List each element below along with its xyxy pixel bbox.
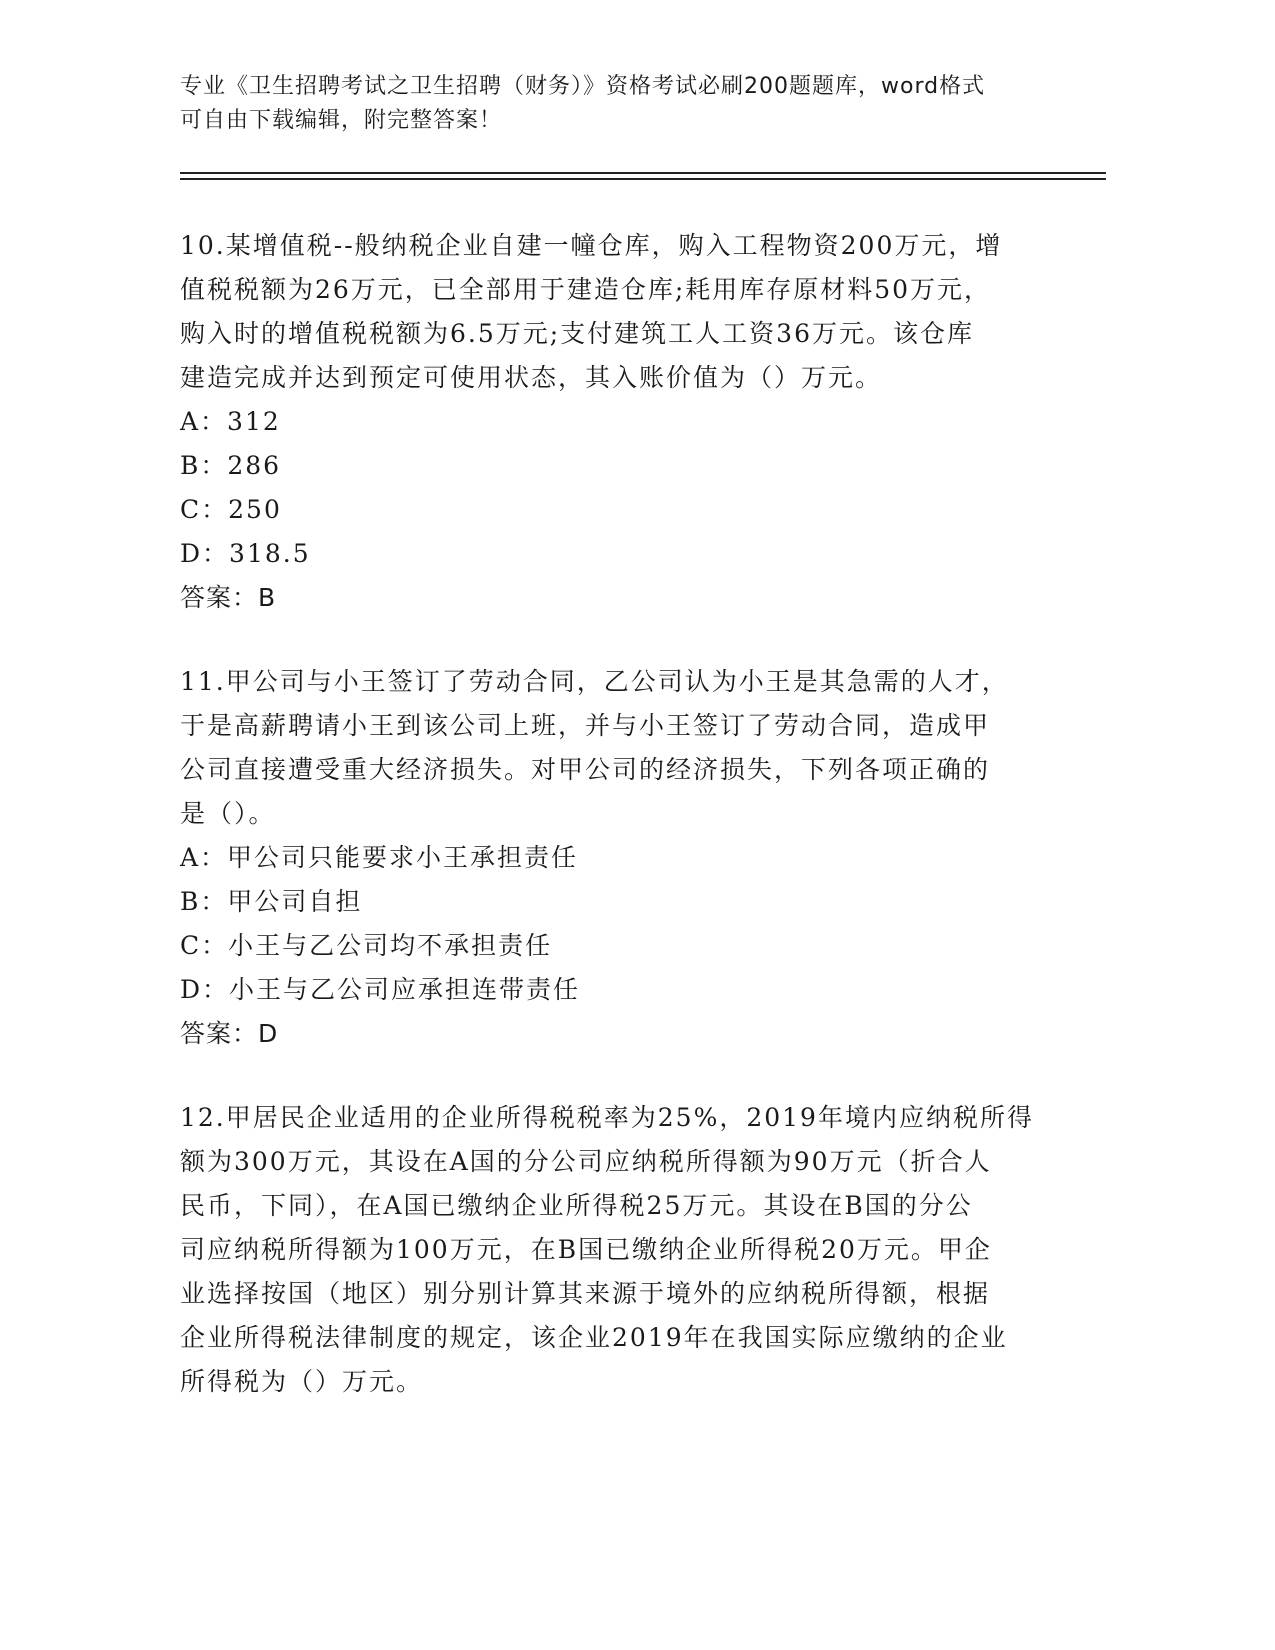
question-line: 12.甲居民企业适用的企业所得税税率为25%，2019年境内应纳税所得: [180, 1103, 1034, 1132]
question-line: 额为300万元，其设在A国的分公司应纳税所得额为90万元（折合人: [180, 1147, 992, 1176]
question-line: 所得税为（）万元。: [180, 1367, 424, 1396]
answer: 答案：D: [180, 1019, 279, 1048]
header-line-1: 专业《卫生招聘考试之卫生招聘（财务）》资格考试必刷200题题库，word格式: [180, 74, 986, 99]
option-d: D：小王与乙公司应承担连带责任: [180, 975, 581, 1004]
question-line: 司应纳税所得额为100万元，在B国已缴纳企业所得税20万元。甲企: [180, 1235, 992, 1264]
option-d: D：318.5: [180, 539, 311, 568]
document-header: [180, 70, 1060, 138]
question-12: [180, 1096, 1040, 1404]
header-divider-top: [180, 172, 1106, 174]
question-line: 民币，下同），在A国已缴纳企业所得税25万元。其设在B国的分公: [180, 1191, 973, 1220]
header-divider-bottom: [180, 178, 1106, 180]
option-c: C：小王与乙公司均不承担责任: [180, 931, 553, 960]
option-b: B：286: [180, 451, 282, 480]
answer: 答案：B: [180, 583, 277, 612]
option-a: A：312: [180, 407, 281, 436]
question-line: 值税税额为26万元，已全部用于建造仓库;耗用库存原材料50万元，: [180, 275, 992, 304]
question-line: 10.某增值税--般纳税企业自建一幢仓库，购入工程物资200万元，增: [180, 231, 1003, 260]
question-line: 购入时的增值税税额为6.5万元;支付建筑工人工资36万元。该仓库: [180, 319, 974, 348]
question-line: 建造完成并达到预定可使用状态，其入账价值为（）万元。: [180, 363, 883, 392]
question-line: 企业所得税法律制度的规定，该企业2019年在我国实际应缴纳的企业: [180, 1323, 1008, 1352]
question-line: 11.甲公司与小王签订了劳动合同，乙公司认为小王是其急需的人才，: [180, 667, 1009, 696]
question-line: 公司直接遭受重大经济损失。对甲公司的经济损失，下列各项正确的: [180, 755, 991, 784]
option-b: B：甲公司自担: [180, 887, 363, 916]
question-line: 于是高薪聘请小王到该公司上班，并与小王签订了劳动合同，造成甲: [180, 711, 991, 740]
question-11: [180, 660, 1040, 1056]
option-c: C：250: [180, 495, 282, 524]
header-line-2: 可自由下载编辑，附完整答案！: [180, 108, 503, 133]
question-10: [180, 224, 1040, 620]
question-line: 业选择按国（地区）别分别计算其来源于境外的应纳税所得额，根据: [180, 1279, 991, 1308]
option-a: A：甲公司只能要求小王承担责任: [180, 843, 579, 872]
question-line: 是（）。: [180, 799, 276, 828]
